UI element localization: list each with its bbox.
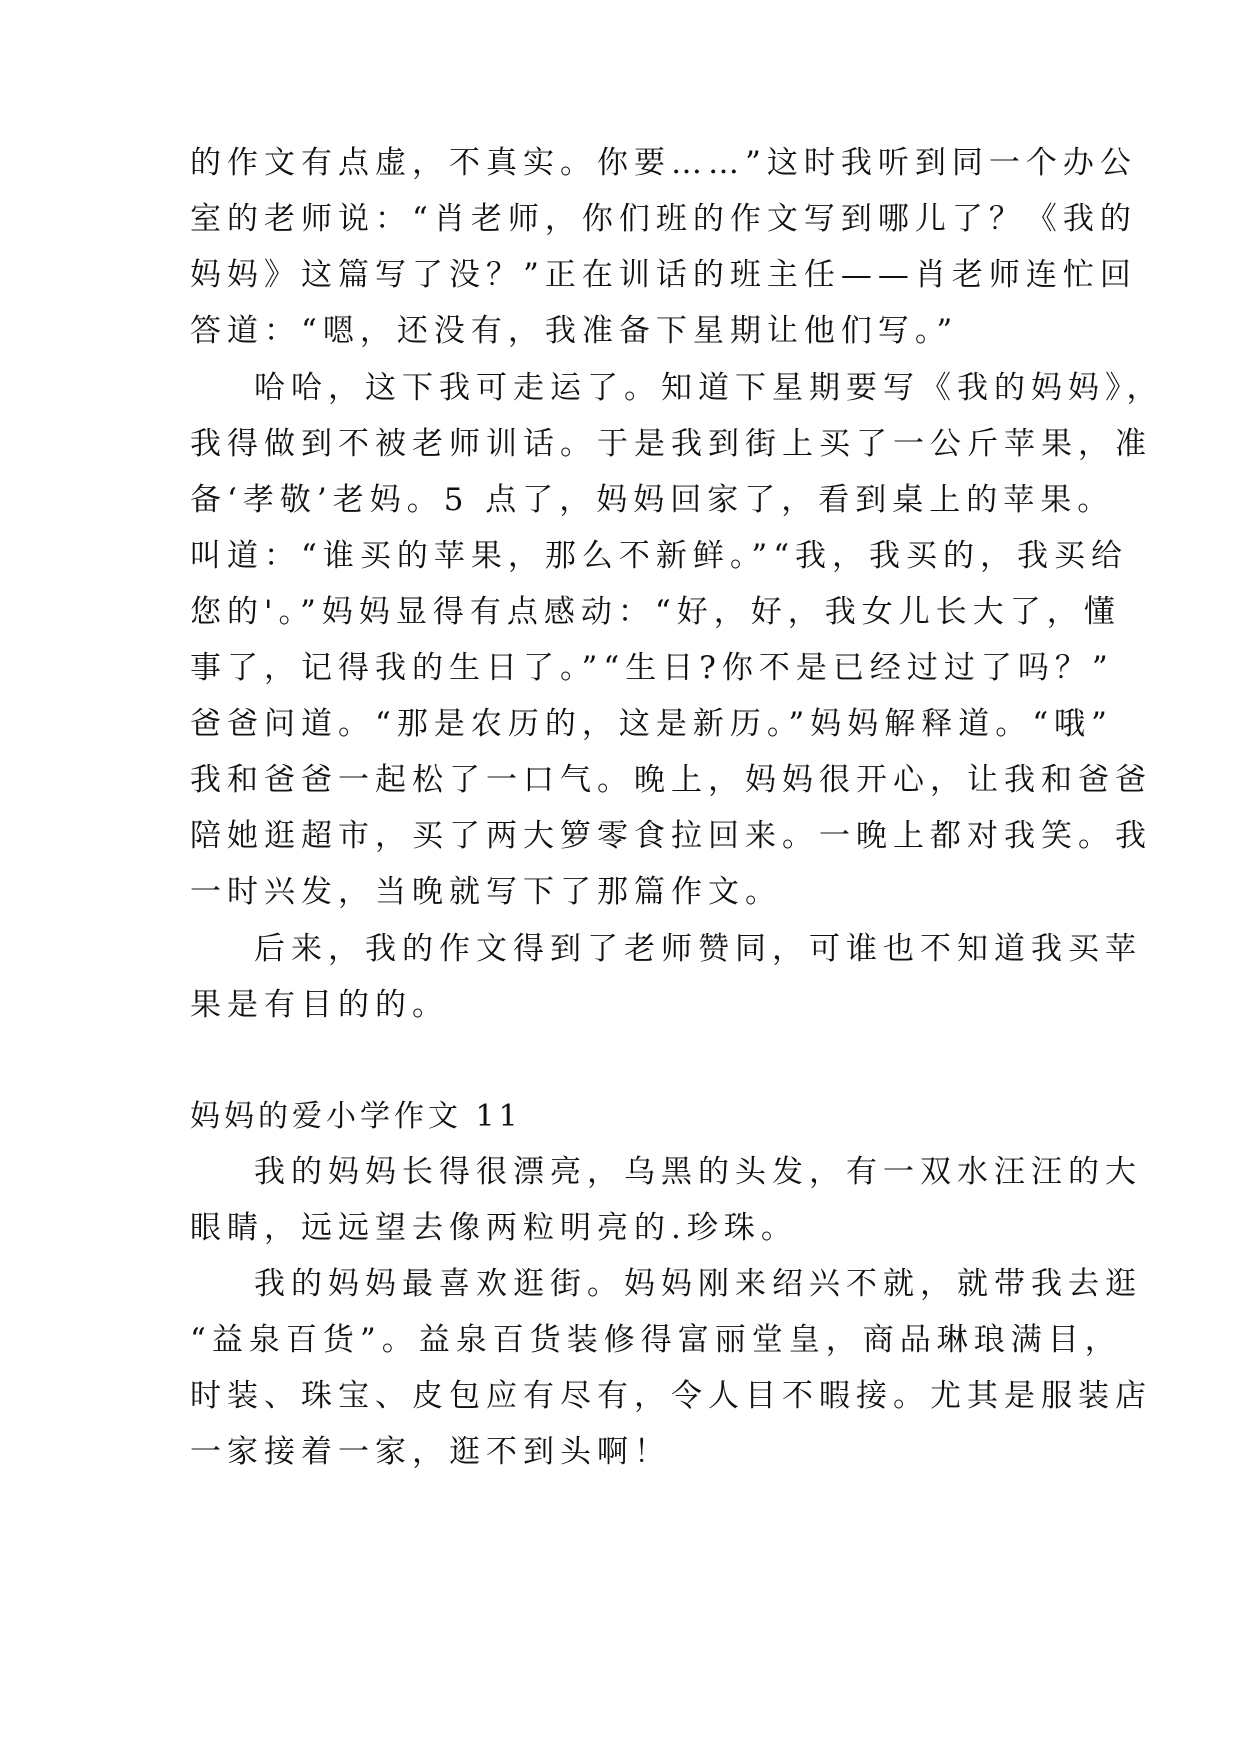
section-title: 妈妈的爱小学作文 11 [190, 1099, 522, 1134]
paragraph-line: 答道：“嗯，还没有，我准备下星期让他们写。” [190, 313, 959, 349]
paragraph-line: 您的'。”妈妈显得有点感动：“好，好，我女儿长大了，懂 [190, 594, 1121, 630]
paragraph-line: 室的老师说：“肖老师，你们班的作文写到哪儿了？《我的 [190, 201, 1137, 237]
paragraph-line: 后来，我的作文得到了老师赞同，可谁也不知道我买苹 [254, 931, 1142, 967]
paragraph-line: 眼睛，远远望去像两粒明亮的.珍珠。 [190, 1210, 798, 1246]
paragraph-line: 的作文有点虚，不真实。你要……”这时我听到同一个办公 [190, 145, 1137, 181]
paragraph-line: “益泉百货”。益泉百货装修得富丽堂皇，商品琳琅满目， [190, 1322, 1122, 1358]
paragraph-line: 果是有目的的。 [190, 987, 449, 1023]
paragraph-line: 叫道：“谁买的苹果，那么不新鲜。”“我，我买的，我买给 [190, 538, 1129, 574]
paragraph-line: 备‘孝敬’老妈。5 点了，妈妈回家了，看到桌上的苹果。 [190, 482, 1115, 518]
paragraph-line: 哈哈，这下我可走运了。知道下星期要写《我的妈妈》， [254, 370, 1164, 406]
paragraph-line: 我和爸爸一起松了一口气。晚上，妈妈很开心，让我和爸爸 [190, 762, 1152, 798]
paragraph-line: 一时兴发，当晚就写下了那篇作文。 [190, 874, 782, 910]
paragraph-line: 我的妈妈长得很漂亮，乌黑的头发，有一双水汪汪的大 [254, 1154, 1142, 1190]
paragraph-line: 时装、珠宝、皮包应有尽有，令人目不暇接。尤其是服装店 [190, 1378, 1152, 1414]
paragraph-line: 陪她逛超市，买了两大箩零食拉回来。一晚上都对我笑。我 [190, 818, 1152, 854]
paragraph-line: 事了，记得我的生日了。”“生日?你不是已经过过了吗？” [190, 650, 1114, 686]
paragraph-line: 一家接着一家，逛不到头啊！ [190, 1434, 671, 1470]
paragraph-line: 我得做到不被老师训话。于是我到街上买了一公斤苹果，准 [190, 426, 1152, 462]
paragraph-line: 我的妈妈最喜欢逛街。妈妈刚来绍兴不就，就带我去逛 [254, 1266, 1142, 1302]
paragraph-line: 妈妈》这篇写了没？”正在训话的班主任——肖老师连忙回 [190, 257, 1137, 293]
paragraph-line: 爸爸问道。“那是农历的，这是新历。”妈妈解释道。“哦” [190, 706, 1113, 742]
